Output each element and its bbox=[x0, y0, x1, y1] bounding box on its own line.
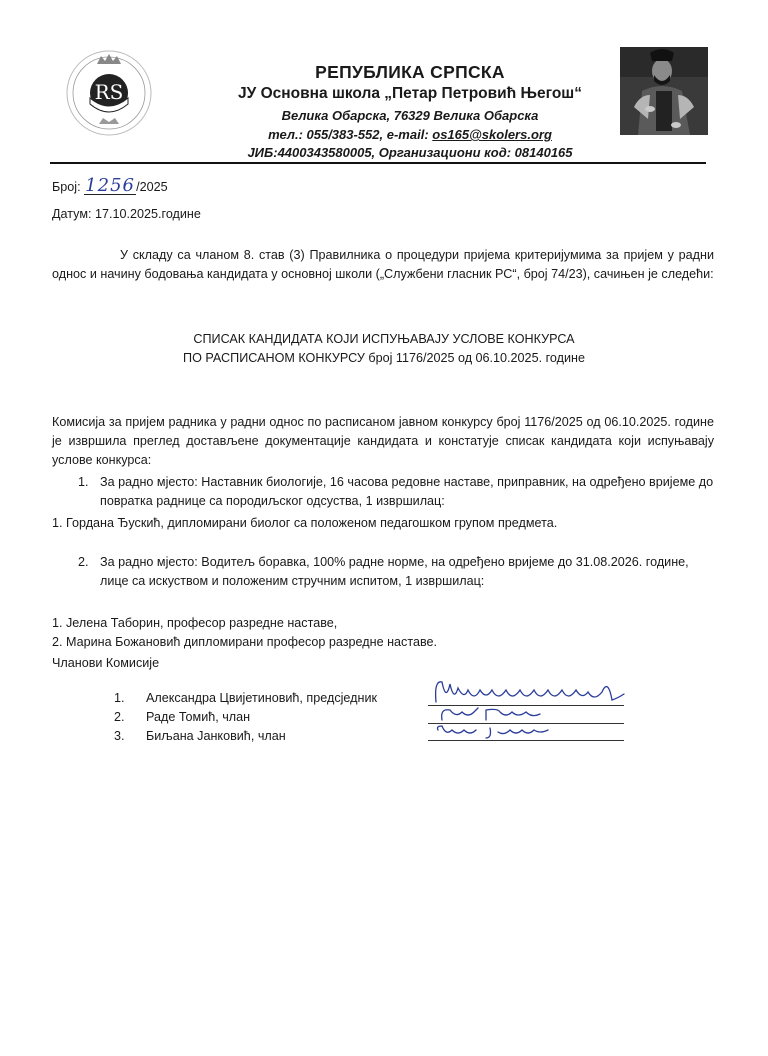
school-ids: ЈИБ:4400343580005, Организациони код: 08140165 bbox=[247, 145, 573, 160]
intro-paragraph: У складу са чланом 8. став (3) Правилника о процедури пријема критеријумима за пријем у радни однос и начину бодовања кандидата у основној школи („Службени гласник РС“, број 74/23), сачињен је следећи: bbox=[52, 248, 714, 281]
position-description: За радно мјесто: Водитељ боравка, 100% радне норме, на одређено вријеме до 31.08.2026. године, лице са искуством и положеним стручним испитом, 1 извршилац: bbox=[100, 555, 689, 588]
position-item bbox=[78, 553, 714, 591]
school-address: Велика Обарска, 76329 Велика Обарска bbox=[281, 108, 539, 123]
list-title bbox=[100, 330, 668, 368]
signature-icon bbox=[428, 672, 640, 746]
seal-icon bbox=[64, 48, 154, 138]
candidate-list bbox=[52, 514, 714, 533]
commission-paragraph: Комисија за пријем радника у радни однос по расписаном јавном конкурсу број 1176/2025 од 06.10.2025. године је извршила преглед достављене документације кандидата и констатује списак кандидата који испуњавају услове конкурса: bbox=[52, 415, 714, 467]
member-number: 1. bbox=[114, 691, 125, 705]
email-link[interactable]: os165@skolers.org bbox=[432, 127, 552, 142]
position-number: 2. bbox=[78, 555, 89, 569]
school-name: ЈУ Основна школа „Петар Петровић Његош“ bbox=[238, 85, 582, 102]
position-description: За радно мјесто: Наставник биологије, 16 часова редовне наставе, приправник, на одређено вријеме до повратка раднице са породиљског одсуства, 1 извршилац: bbox=[100, 475, 714, 508]
header-title: РЕПУБЛИКА СРПСКА bbox=[315, 62, 505, 82]
signatures bbox=[428, 672, 640, 746]
header-divider bbox=[50, 162, 706, 164]
list-title-line2: ПО РАСПИСАНОМ КОНКУРСУ број 1176/2025 од 06.10.2025. године bbox=[183, 351, 585, 365]
member-name: Раде Томић, члан bbox=[146, 710, 251, 724]
candidate-item: 1. Јелена Таборин, професор разредне наставе, bbox=[52, 616, 338, 630]
phone-text: тел.: 055/383-552, e-mail: bbox=[268, 127, 433, 142]
position-item bbox=[78, 473, 714, 511]
candidate-list bbox=[52, 614, 714, 652]
svg-text:RS: RS bbox=[94, 80, 124, 104]
candidate-item: 1. Гордана Ђускић, дипломирани биолог са положеном педагошком групом предмета. bbox=[52, 516, 558, 530]
member-name: Биљана Јанковић, члан bbox=[146, 729, 286, 743]
position-number: 1. bbox=[78, 475, 89, 489]
document-number bbox=[52, 175, 168, 197]
list-title-line1: СПИСАК КАНДИДАТА КОЈИ ИСПУЊАВАЈУ УСЛОВЕ КОНКУРСА bbox=[193, 332, 575, 346]
school-contact bbox=[200, 127, 620, 142]
member-number: 3. bbox=[114, 729, 125, 743]
number-year: /2025 bbox=[136, 180, 168, 194]
number-handwritten: 1256 bbox=[85, 175, 135, 196]
member-name: Александра Цвијетиновић, предсједник bbox=[146, 691, 377, 705]
number-label: Број: bbox=[52, 180, 81, 194]
portrait-icon bbox=[620, 47, 708, 135]
member-number: 2. bbox=[114, 710, 125, 724]
document-date: Датум: 17.10.2025.године bbox=[52, 207, 201, 221]
candidate-item: 2. Марина Божановић дипломирани професор разредне наставе. bbox=[52, 635, 438, 649]
members-title: Чланови Комисије bbox=[52, 656, 160, 670]
